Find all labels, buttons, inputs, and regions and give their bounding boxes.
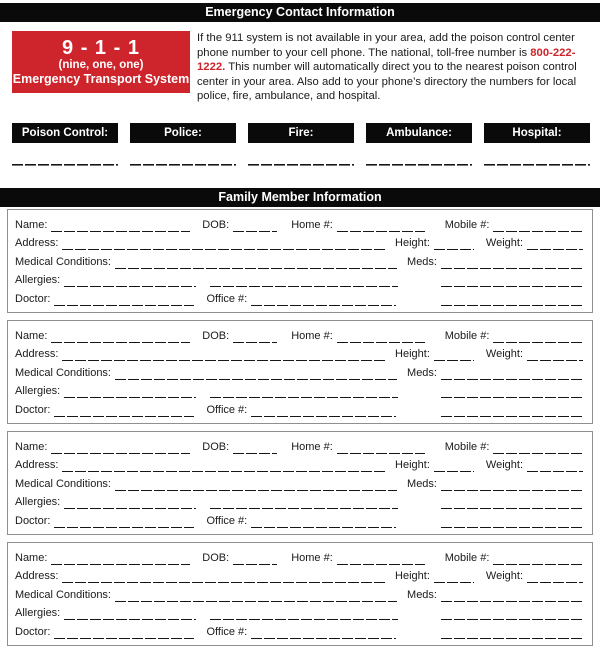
family-member-block	[7, 431, 593, 535]
allergies-blank-line-1	[64, 496, 196, 509]
medical-conditions-blank-line	[115, 256, 397, 269]
meds-continuation-line-2	[441, 626, 583, 639]
medical-conditions-blank-line	[115, 478, 397, 491]
allergies-blank-line-2	[210, 385, 398, 398]
contact-label-row	[12, 123, 590, 143]
family-member-block	[7, 209, 593, 313]
dob-blank-line	[233, 330, 277, 343]
meds-label: Meds:	[407, 255, 437, 268]
instructions-after-phone: This number will automatically direct you to the nearest poison control center in your area. Also add to your phone’s directory the numbers for local police, fire, ambulance, and hospital.	[197, 61, 577, 103]
medical-conditions-label: Medical Conditions:	[15, 366, 111, 379]
doctor-office-row	[15, 622, 583, 639]
contact-blank-line-police	[130, 155, 236, 166]
contact-blank-line-hospital	[484, 155, 590, 166]
contact-blank-line-row	[12, 155, 590, 166]
meds-blank-line	[441, 256, 583, 269]
address-label: Address:	[15, 570, 59, 583]
family-blocks-container	[7, 209, 593, 646]
medical-conditions-label: Medical Conditions:	[15, 588, 111, 601]
dob-label: DOB:	[202, 551, 230, 564]
weight-label: Weight:	[485, 348, 523, 361]
office-phone-blank-line	[251, 404, 396, 417]
medical-conditions-meds-row	[15, 585, 583, 602]
height-label: Height:	[395, 348, 430, 361]
name-dob-phone-row	[15, 437, 583, 454]
medical-conditions-label: Medical Conditions:	[15, 255, 111, 268]
contact-label-police: Police:	[130, 123, 236, 143]
address-label: Address:	[15, 459, 59, 472]
doctor-office-row	[15, 289, 583, 306]
weight-blank-line	[527, 348, 583, 361]
doctor-blank-line	[54, 626, 194, 639]
weight-label: Weight:	[485, 237, 523, 250]
mobile-phone-label: Mobile #:	[444, 329, 490, 342]
doctor-label: Doctor:	[15, 625, 51, 638]
address-blank-line	[62, 459, 387, 472]
office-phone-blank-line	[251, 626, 396, 639]
dob-label: DOB:	[202, 329, 230, 342]
home-phone-label: Home #:	[291, 218, 333, 231]
meds-blank-line	[441, 478, 583, 491]
meds-blank-line	[441, 367, 583, 380]
address-blank-line	[62, 237, 387, 250]
name-blank-line	[51, 330, 190, 343]
mobile-phone-label: Mobile #:	[444, 440, 490, 453]
medical-conditions-meds-row	[15, 363, 583, 380]
mobile-phone-blank-line	[493, 330, 583, 343]
height-label: Height:	[395, 570, 430, 583]
office-phone-blank-line	[251, 293, 396, 306]
doctor-label: Doctor:	[15, 292, 51, 305]
contact-label-ambulance: Ambulance:	[366, 123, 472, 143]
height-blank-line	[434, 570, 474, 583]
office-phone-label: Office #:	[206, 514, 248, 527]
name-blank-line	[51, 219, 190, 232]
doctor-office-row	[15, 511, 583, 528]
home-phone-label: Home #:	[291, 551, 333, 564]
instructions-before-phone: If the 911 system is not available in your area, add the poison control center phone number to your cell phone. The national, toll-free number is	[197, 32, 575, 59]
medical-conditions-blank-line	[115, 367, 397, 380]
height-blank-line	[434, 459, 474, 472]
name-blank-line	[51, 441, 190, 454]
doctor-blank-line	[54, 404, 194, 417]
allergies-row	[15, 270, 583, 287]
address-height-weight-row	[15, 344, 583, 361]
family-section-title: Family Member Information	[0, 188, 600, 207]
meds-continuation-line-1	[441, 385, 583, 398]
nine-one-one-number: 9 - 1 - 1	[62, 37, 140, 59]
allergies-blank-line-1	[64, 274, 196, 287]
allergies-label: Allergies:	[15, 385, 61, 398]
meds-continuation-line-1	[441, 607, 583, 620]
name-dob-phone-row	[15, 215, 583, 232]
allergies-label: Allergies:	[15, 274, 61, 287]
contact-label-hospital: Hospital:	[484, 123, 590, 143]
nine-one-one-system: Emergency Transport System	[12, 72, 190, 86]
meds-label: Meds:	[407, 477, 437, 490]
home-phone-blank-line	[337, 219, 425, 232]
name-label: Name:	[15, 329, 48, 342]
family-member-block	[7, 542, 593, 646]
dob-label: DOB:	[202, 440, 230, 453]
home-phone-blank-line	[337, 330, 425, 343]
address-blank-line	[62, 348, 387, 361]
name-label: Name:	[15, 440, 48, 453]
weight-blank-line	[527, 459, 583, 472]
family-member-block	[7, 320, 593, 424]
address-height-weight-row	[15, 566, 583, 583]
height-label: Height:	[395, 459, 430, 472]
doctor-label: Doctor:	[15, 514, 51, 527]
allergies-row	[15, 492, 583, 509]
doctor-office-row	[15, 400, 583, 417]
home-phone-blank-line	[337, 441, 425, 454]
meds-continuation-line-2	[441, 404, 583, 417]
mobile-phone-blank-line	[493, 441, 583, 454]
office-phone-blank-line	[251, 515, 396, 528]
allergies-blank-line-2	[210, 496, 398, 509]
allergies-label: Allergies:	[15, 496, 61, 509]
contact-label-fire: Fire:	[248, 123, 354, 143]
page-title: Emergency Contact Information	[0, 3, 600, 22]
meds-continuation-line-2	[441, 515, 583, 528]
meds-label: Meds:	[407, 588, 437, 601]
height-label: Height:	[395, 237, 430, 250]
contact-numbers-section	[12, 123, 590, 166]
height-blank-line	[434, 237, 474, 250]
meds-blank-line	[441, 589, 583, 602]
doctor-blank-line	[54, 293, 194, 306]
dob-blank-line	[233, 441, 277, 454]
allergies-row	[15, 603, 583, 620]
contact-label-poison-control: Poison Control:	[12, 123, 118, 143]
address-height-weight-row	[15, 233, 583, 250]
meds-continuation-line-1	[441, 274, 583, 287]
nine-one-one-box	[12, 31, 190, 93]
dob-label: DOB:	[202, 218, 230, 231]
weight-label: Weight:	[485, 459, 523, 472]
allergies-blank-line-2	[210, 607, 398, 620]
doctor-blank-line	[54, 515, 194, 528]
address-blank-line	[62, 570, 387, 583]
allergies-blank-line-1	[64, 607, 196, 620]
dob-blank-line	[233, 219, 277, 232]
weight-label: Weight:	[485, 570, 523, 583]
nine-one-one-phonetic: (nine, one, one)	[58, 59, 144, 71]
name-dob-phone-row	[15, 548, 583, 565]
mobile-phone-label: Mobile #:	[444, 551, 490, 564]
contact-blank-line-fire	[248, 155, 354, 166]
dob-blank-line	[233, 552, 277, 565]
home-phone-label: Home #:	[291, 329, 333, 342]
doctor-label: Doctor:	[15, 403, 51, 416]
medical-conditions-label: Medical Conditions:	[15, 477, 111, 490]
allergies-label: Allergies:	[15, 607, 61, 620]
instructions-paragraph	[197, 31, 590, 104]
weight-blank-line	[527, 570, 583, 583]
name-blank-line	[51, 552, 190, 565]
address-height-weight-row	[15, 455, 583, 472]
contact-blank-line-ambulance	[366, 155, 472, 166]
mobile-phone-label: Mobile #:	[444, 218, 490, 231]
weight-blank-line	[527, 237, 583, 250]
intro-section	[12, 31, 590, 104]
office-phone-label: Office #:	[206, 292, 248, 305]
meds-continuation-line-1	[441, 496, 583, 509]
medical-conditions-meds-row	[15, 474, 583, 491]
home-phone-label: Home #:	[291, 440, 333, 453]
home-phone-blank-line	[337, 552, 425, 565]
name-label: Name:	[15, 218, 48, 231]
meds-label: Meds:	[407, 366, 437, 379]
name-label: Name:	[15, 551, 48, 564]
address-label: Address:	[15, 348, 59, 361]
office-phone-label: Office #:	[206, 625, 248, 638]
medical-conditions-meds-row	[15, 252, 583, 269]
poison-control-phone-number: 800-222-1222.	[197, 46, 576, 74]
meds-continuation-line-2	[441, 293, 583, 306]
address-label: Address:	[15, 237, 59, 250]
allergies-blank-line-2	[210, 274, 398, 287]
mobile-phone-blank-line	[493, 219, 583, 232]
mobile-phone-blank-line	[493, 552, 583, 565]
allergies-blank-line-1	[64, 385, 196, 398]
allergies-row	[15, 381, 583, 398]
medical-conditions-blank-line	[115, 589, 397, 602]
contact-blank-line-poison-control	[12, 155, 118, 166]
height-blank-line	[434, 348, 474, 361]
office-phone-label: Office #:	[206, 403, 248, 416]
name-dob-phone-row	[15, 326, 583, 343]
